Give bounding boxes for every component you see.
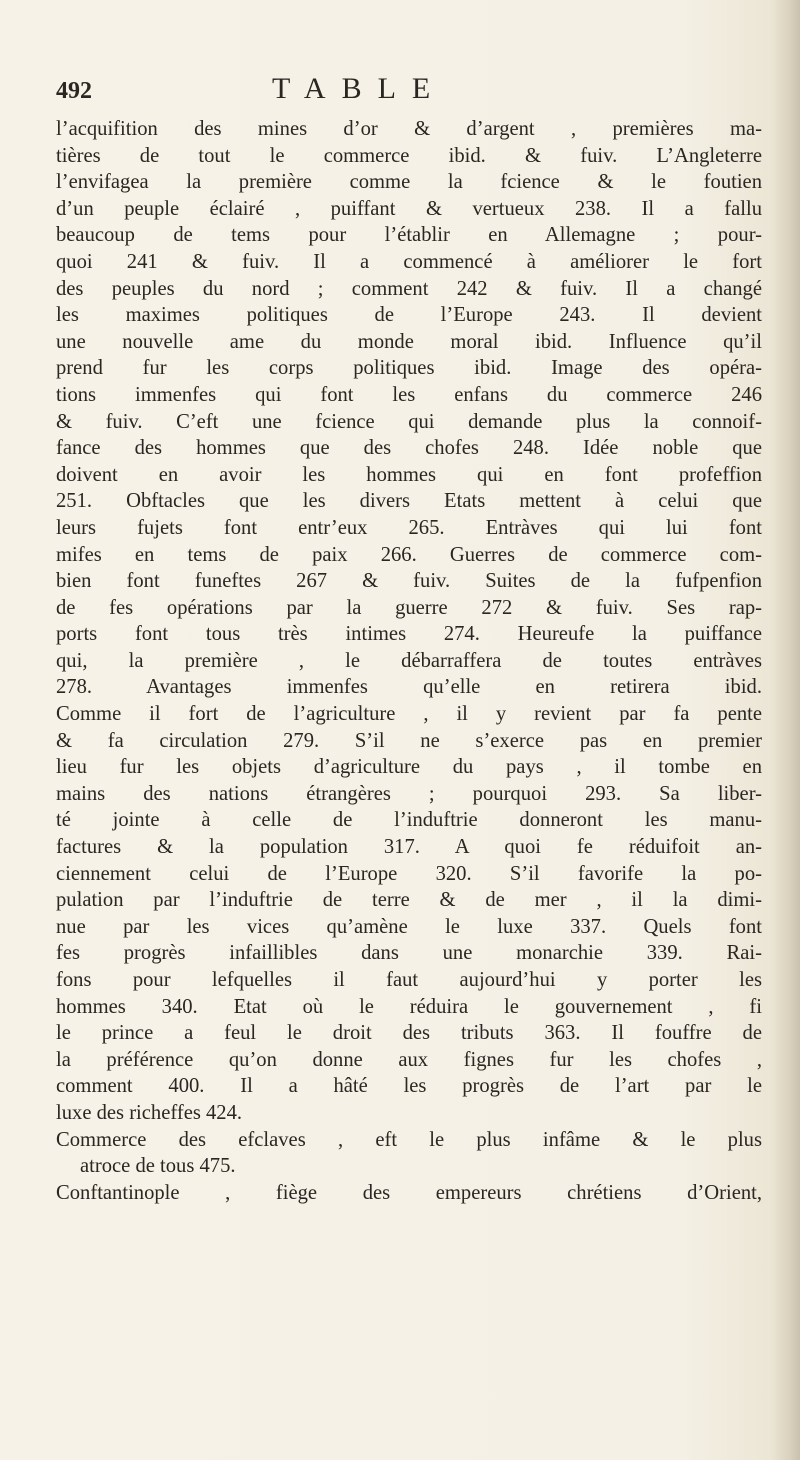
text-line: doivent en avoir les hommes qui en font profeffion [56,463,762,486]
text-line: lieu fur les objets d’agriculture du pays , il tombe en [56,756,762,779]
text-line: mifes en tems de paix 266. Guerres de commerce com- [56,543,762,566]
text-line: bien font funeftes 267 & fuiv. Suites de la fufpenfion [56,570,762,593]
running-title: TABLE [272,72,447,105]
text-line: le prince a feul le droit des tributs 363. Il fouffre de [56,1022,762,1045]
text-line: 251. Obftacles que les divers Etats mettent à celui que [56,490,762,513]
text-line: l’envifagea la première comme la fcience & le foutien [56,171,762,194]
text-line: prend fur les corps politiques ibid. Image des opéra- [56,357,762,380]
index-text [56,116,762,1206]
page-number: 492 [56,78,92,104]
text-line: hommes 340. Etat où le réduira le gouvernement , fi [56,995,762,1018]
text-line: quoi 241 & fuiv. Il a commencé à améliorer le fort [56,250,762,273]
text-line: luxe des richeffes 424. [56,1101,243,1124]
index-entry-commerce-des-esclaves: Commerce des efclaves , eft le plus infâme & le plus [56,1128,762,1151]
text-line: beaucoup de tems pour l’établir en Allemagne ; pour- [56,224,762,247]
text-line: des peuples du nord ; comment 242 & fuiv. Il a changé [56,277,762,300]
text-line: fes progrès infaillibles dans une monarchie 339. Rai- [56,942,762,965]
text-line: fons pour lefquelles il faut aujourd’hui y porter les [56,969,762,991]
text-line: fance des hommes que des chofes 248. Idée noble que [56,437,762,460]
text-line: 278. Avantages immenfes qu’elle en retirera ibid. [56,676,762,699]
text-line: mains des nations étrangères ; pourquoi 293. Sa liber- [56,782,762,805]
text-line: d’un peuple éclairé , puiffant & vertueux 238. Il a fallu [56,197,762,220]
page-header [56,72,756,112]
text-line: tières de tout le commerce ibid. & fuiv. L’Angleterre [56,144,762,167]
text-line: ports font tous très intimes 274. Heureufe la puiffance [56,623,762,646]
text-line: de fes opérations par la guerre 272 & fuiv. Ses rap- [56,596,762,619]
text-line: comment 400. Il a hâté les progrès de l’art par le [56,1075,762,1098]
text-line: té jointe à celle de l’induftrie donneront les manu- [56,809,762,832]
text-line: nue par les vices qu’amène le luxe 337. Quels font [56,915,762,938]
text-line: atroce de tous 475. [80,1155,236,1178]
index-entry-constantinople: Conftantinople , fiège des empereurs chrétiens d’Orient, [56,1181,762,1204]
text-line: une nouvelle ame du monde moral ibid. Influence qu’il [56,330,762,353]
text-line: les maximes politiques de l’Europe 243. Il devient [56,304,762,327]
page-edge-shadow [772,0,800,1460]
text-line: leurs fujets font entr’eux 265. Entràves qui lui font [56,516,762,539]
text-line: pulation par l’induftrie de terre & de mer , il la dimi- [56,889,762,912]
text-line: la préférence qu’on donne aux fignes fur les chofes , [56,1048,762,1071]
text-line: ciennement celui de l’Europe 320. S’il favorife la po- [56,862,762,885]
text-line: & fa circulation 279. S’il ne s’exerce pas en premier [56,729,762,752]
text-line: qui, la première , le débarraffera de toutes entràves [56,649,762,672]
text-line: Comme il fort de l’agriculture , il y revient par fa pente [56,703,762,726]
text-line: factures & la population 317. A quoi fe réduifoit an- [56,836,762,859]
text-line: l’acquifition des mines d’or & d’argent , premières ma- [56,118,762,140]
text-line: tions immenfes qui font les enfans du commerce 246 [56,383,762,406]
text-line: & fuiv. C’eft une fcience qui demande plus la connoif- [56,410,762,433]
